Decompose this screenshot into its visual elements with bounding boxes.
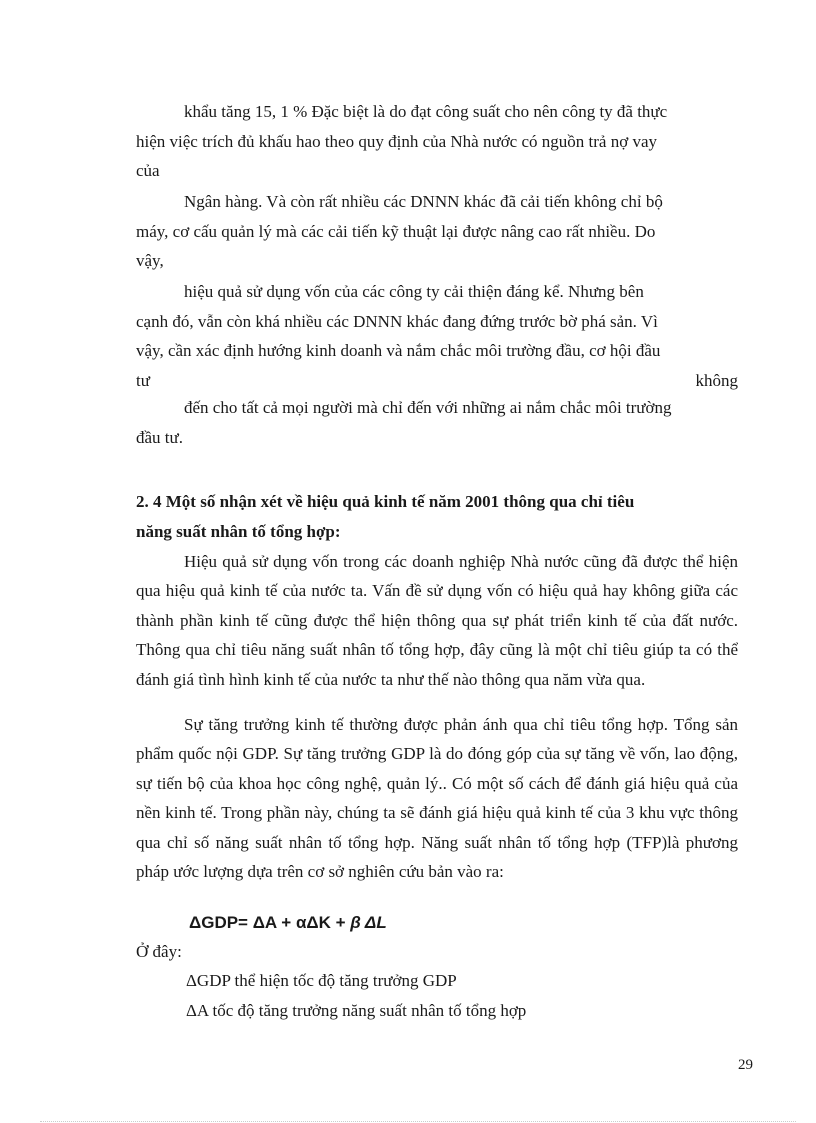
page-bottom-divider: [40, 1121, 796, 1122]
line-right-word: không: [695, 370, 738, 390]
tfp-formula: [189, 913, 387, 933]
definition-gdp: ΔGDP thể hiện tốc độ tăng trưởng GDP: [186, 971, 457, 990]
paragraph-line: hiện việc trích đủ khấu hao theo quy định của Nhà nước có nguồn trả nợ vay: [136, 131, 657, 151]
paragraph-continuation-4: [136, 393, 738, 452]
paragraph-line: của: [136, 161, 160, 180]
heading-line: 2. 4 Một số nhận xét về hiệu quả kinh tế năm 2001 thông qua chỉ tiêu: [136, 492, 635, 511]
paragraph-continuation-3: [136, 277, 738, 395]
paragraph-line: cạnh đó, vẫn còn khá nhiều các DNNN khác đang đứng trước bờ phá sản. Vì: [136, 311, 658, 331]
definition-a: ΔA tốc độ tăng trưởng năng suất nhân tố tổng hợp: [186, 1001, 527, 1020]
paragraph-line: [136, 366, 738, 396]
paragraph-line: vậy,: [136, 251, 164, 270]
paragraph-line: đầu tư.: [136, 427, 183, 447]
paragraph-text: Sự tăng trưởng kinh tế thường được phản ánh qua chỉ tiêu tổng hợp. Tổng sản phẩm quốc nội GDP. Sự tăng trưởng GDP là do đóng góp của sự tăng về vốn, lao động, sự tiến bộ của khoa học công nghệ, quản lý.. Có một số cách để đánh giá hiệu quả của nền kinh tế. Trong phần này, chúng ta sẽ đánh giá hiệu quả kinh tế của 3 khu vực thông qua chỉ số năng suất nhân tố tổng hợp. Năng suất nhân tố tổng hợp (TFP)là phương pháp ước lượng dựa trên cơ sở nghiên cứu bản vào ra:: [136, 715, 738, 882]
paragraph-line: vậy, cần xác định hướng kinh doanh và nắm chắc môi trường đầu, cơ hội đầu: [136, 341, 661, 360]
paragraph-continuation-2: [136, 187, 738, 276]
formula-main: ΔGDP= ΔA + αΔK +: [189, 913, 351, 932]
formula-tail: β ΔL: [350, 913, 387, 932]
paragraph-line: máy, cơ cấu quản lý mà các cải tiến kỹ thuật lại được nâng cao rất nhiều. Do: [136, 221, 656, 241]
label-here: Ở đây:: [136, 942, 182, 961]
paragraph-line: đến cho tất cả mọi người mà chỉ đến với những ai nắm chắc môi trường: [184, 398, 672, 417]
paragraph-line: Ngân hàng. Và còn rất nhiều các DNNN khác đã cải tiến không chỉ bộ: [184, 192, 663, 211]
paragraph-efficiency: [136, 547, 738, 694]
section-heading: [136, 487, 740, 547]
paragraph-text: Hiệu quả sử dụng vốn trong các doanh nghiệp Nhà nước cũng đã được thể hiện qua hiệu quả kinh tế của nước ta. Vấn đề sử dụng vốn có hiệu quả hay không giữa các thành phần kinh tế cũng được thể hiện thông qua sự phát triển kinh tế của đất nước. Thông qua chỉ tiêu năng suất nhân tố tổng hợp, đây cũng là một chỉ tiêu giúp ta có thể đánh giá tình hình kinh tế của nước ta như thế nào thông qua năm vừa qua.: [136, 552, 738, 689]
paragraph-line: khẩu tăng 15, 1 % Đặc biệt là do đạt công suất cho nên công ty đã thực: [184, 102, 668, 121]
line-left-word: tư: [136, 370, 150, 390]
paragraph-line: hiệu quả sử dụng vốn của các công ty cải thiện đáng kể. Nhưng bên: [184, 282, 644, 301]
heading-line: năng suất nhân tố tổng hợp:: [136, 522, 341, 541]
page-number: 29: [738, 1057, 753, 1073]
paragraph-growth: [136, 710, 738, 886]
paragraph-continuation-1: [136, 97, 738, 186]
